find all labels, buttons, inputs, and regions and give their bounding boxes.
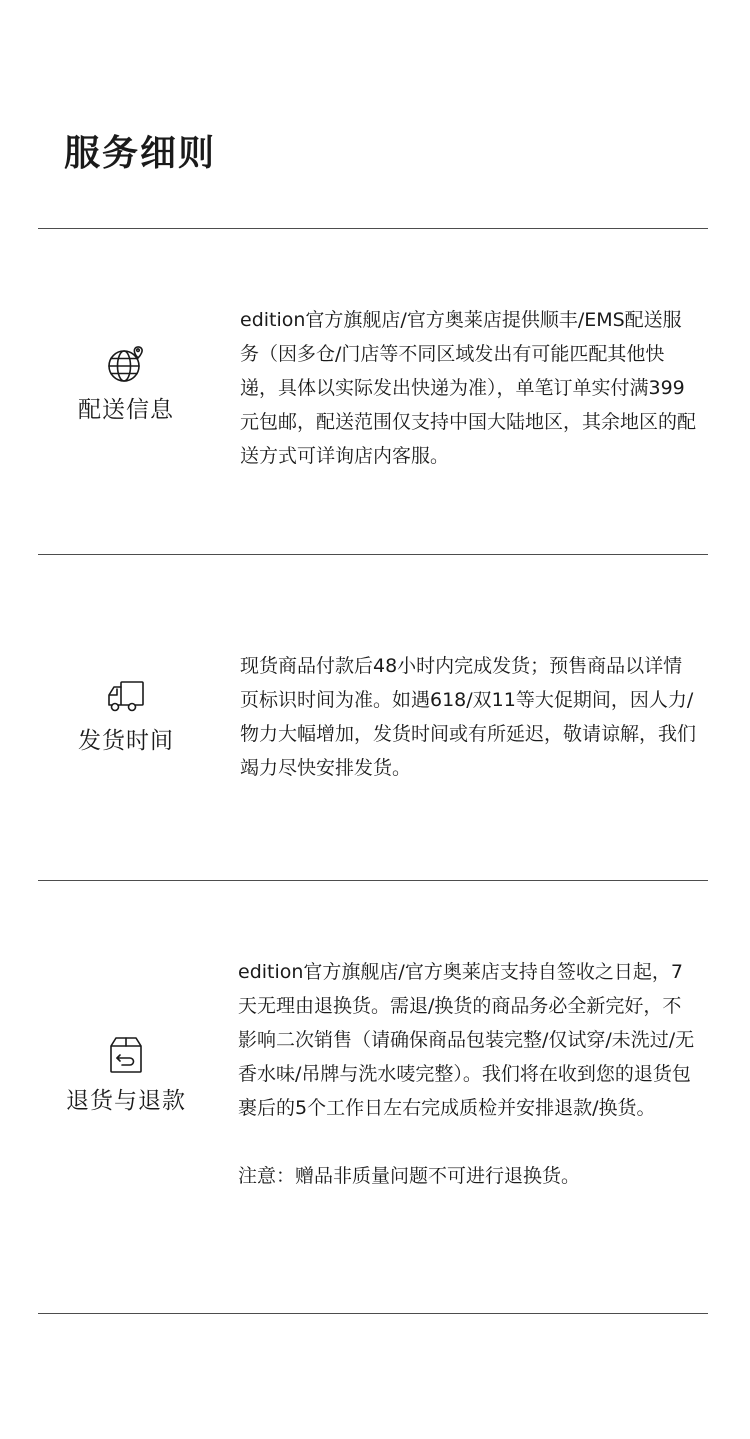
section-paragraph: 现货商品付款后48小时内完成发货；预售商品以详情页标识时间为准。如遇618/双11等大促期间，因人力/物力大幅增加，发货时间或有所延迟，敬请谅解，我们竭力尽快安排发货。 (240, 655, 697, 779)
section-title: 发货时间 (78, 728, 174, 754)
section-shipping-info (38, 300, 708, 500)
section-returns-refunds (38, 955, 708, 1245)
divider (38, 1313, 708, 1314)
globe-pin-icon (104, 342, 148, 386)
section-paragraph: edition官方旗舰店/官方奥莱店支持自签收之日起，7天无理由退换货。需退/换货的商品务必全新完好，不影响二次销售（请确保商品包装完整/仅试穿/未洗过/无香水味/吊牌与洗水唛完整）。我们将在收到您的退货包裹后的5个工作日左右完成质检并安排退款/换货。 (238, 961, 695, 1119)
section-note: 注意：赠品非质量问题不可进行退换货。 (238, 1165, 581, 1187)
divider (38, 880, 708, 881)
section-text (240, 303, 700, 473)
section-delivery-time (38, 645, 708, 805)
section-paragraph: edition官方旗舰店/官方奥莱店提供顺丰/EMS配送服务（因多仓/门店等不同区域发出有可能匹配其他快递，具体以实际发出快递为准），单笔订单实付满399元包邮，配送范围仅支持中国大陆地区，其余地区的配送方式可详询店内客服。 (240, 309, 697, 467)
return-box-icon (104, 1033, 148, 1077)
page-title: 服务细则 (64, 133, 217, 174)
divider (38, 554, 708, 555)
section-title: 退货与退款 (66, 1088, 186, 1114)
delivery-truck-icon (104, 673, 148, 717)
section-label (38, 673, 214, 757)
section-text (240, 649, 700, 785)
section-label (38, 1033, 214, 1117)
section-text (238, 955, 698, 1193)
section-label (38, 342, 214, 426)
divider (38, 228, 708, 229)
section-title: 配送信息 (78, 397, 174, 423)
